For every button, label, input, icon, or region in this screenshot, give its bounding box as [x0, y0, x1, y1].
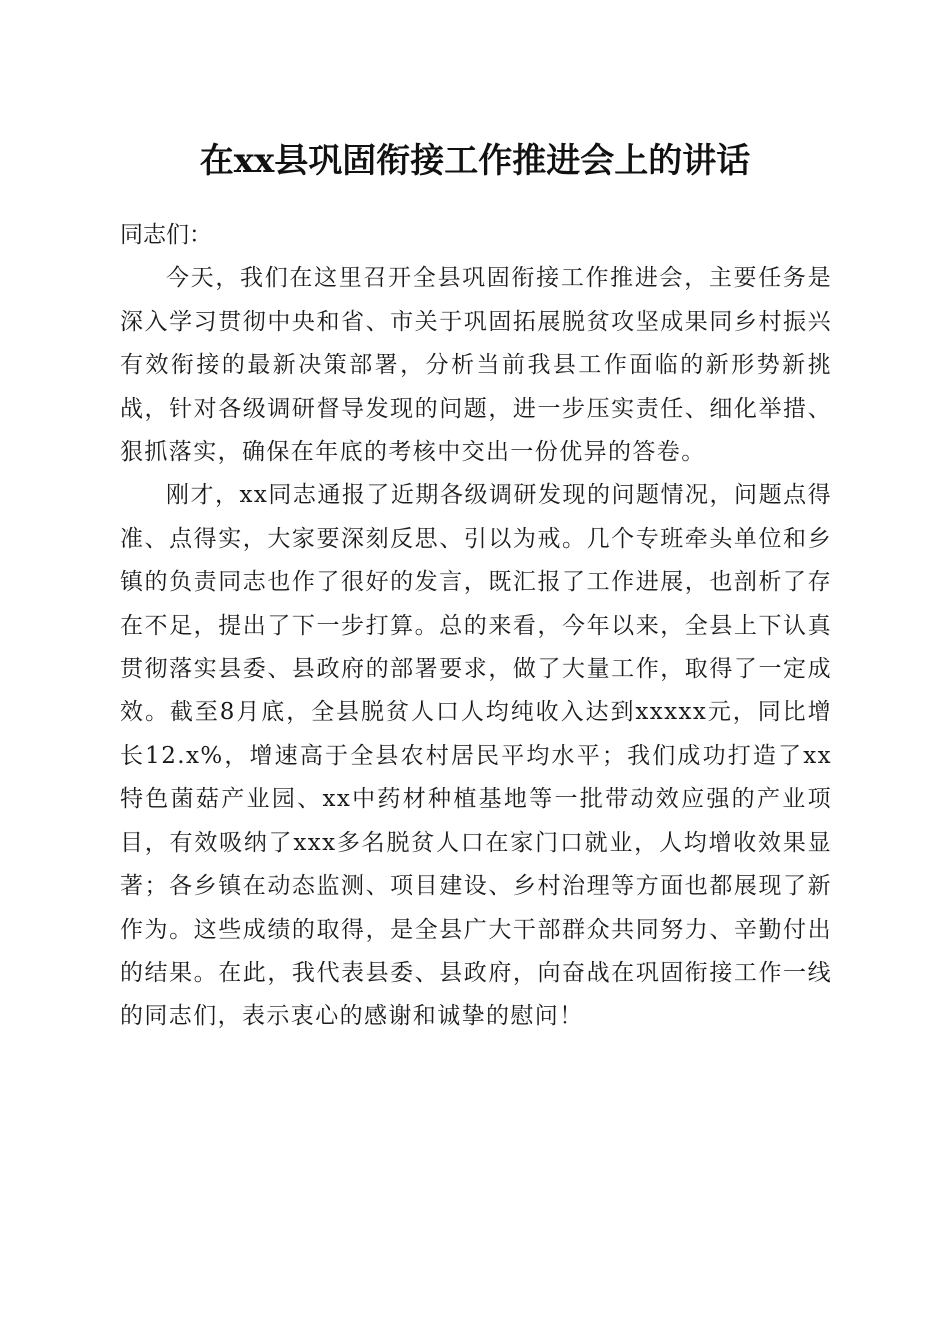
document-body	[120, 214, 832, 1039]
document-title: 在xx县巩固衔接工作推进会上的讲话	[199, 141, 751, 181]
paragraph-opening: 今天，我们在这里召开全县巩固衔接工作推进会，主要任务是深入学习贯彻中央和省、市关于巩固拓展脱贫攻坚成果同乡村振兴有效衔接的最新决策部署，分析当前我县工作面临的新形势新挑战，针对各级调研督导发现的问题，进一步压实责任、细化举措、狠抓落实，确保在年底的考核中交出一份优异的答卷。	[120, 265, 832, 466]
paragraph-review: 刚才，xx同志通报了近期各级调研发现的问题情况，问题点得准、点得实，大家要深刻反思、引以为戒。几个专班牵头单位和乡镇的负责同志也作了很好的发言，既汇报了工作进展，也剖析了存在不足，提出了下一步打算。总的来看，今年以来，全县上下认真贯彻落实县委、县政府的部署要求，做了大量工作，取得了一定成效。截至8月底，全县脱贫人口人均纯收入达到xxxxx元，同比增长12.x%，增速高于全县农村居民平均水平；我们成功打造了xx特色菌菇产业园、xx中药材种植基地等一批带动效应强的产业项目，有效吸纳了xxx多名脱贫人口在家门口就业，人均增收效果显著；各乡镇在动态监测、项目建设、乡村治理等方面也都展现了新作为。这些成绩的取得，是全县广大干部群众共同努力、辛勤付出的结果。在此，我代表县委、县政府，向奋战在巩固衔接工作一线的同志们，表示衷心的感谢和诚挚的慰问！	[120, 482, 832, 1030]
salutation: 同志们：	[120, 222, 212, 248]
